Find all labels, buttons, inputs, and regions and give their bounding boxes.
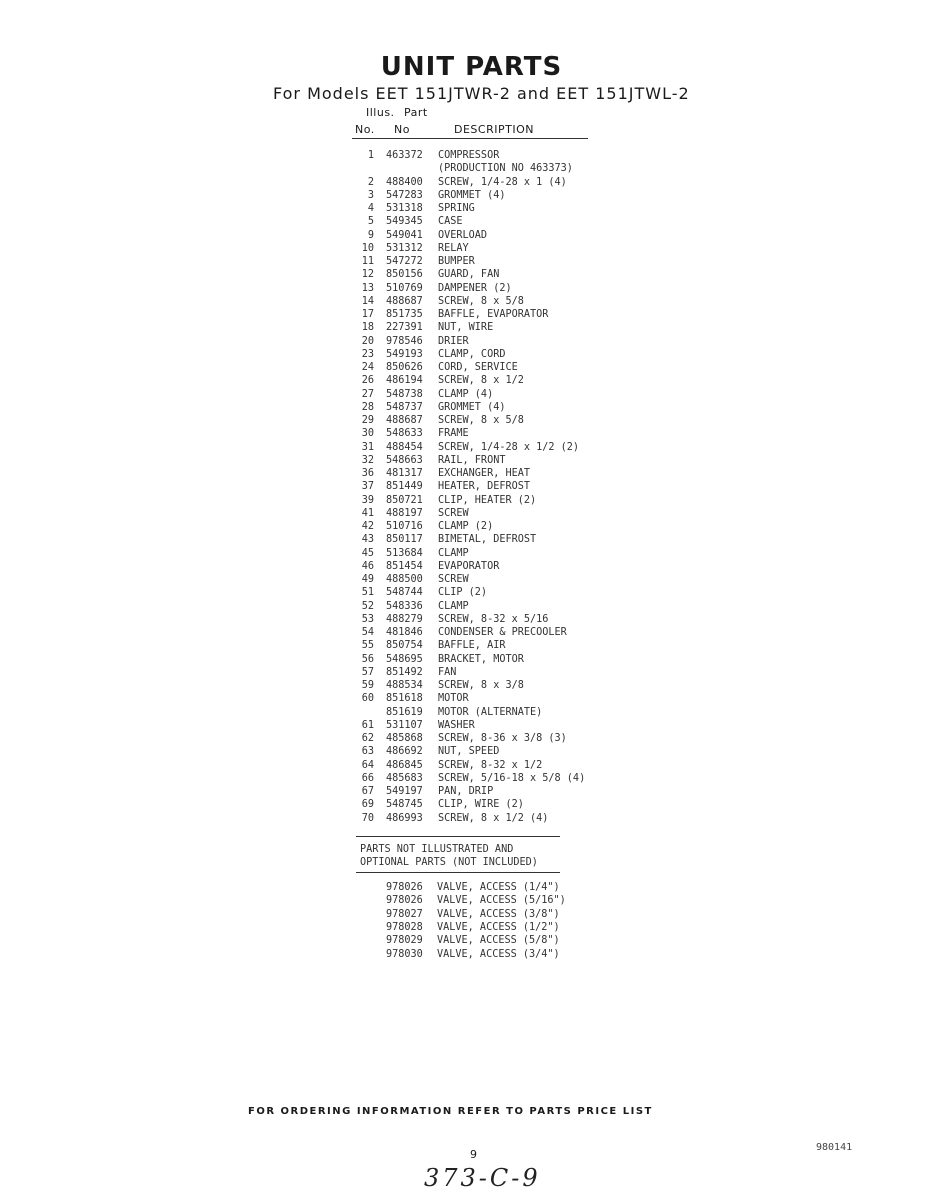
illus-number: 3 [367, 189, 374, 201]
models-subtitle: For Models EET 151JTWR-2 and EET 151JTWL-2 [273, 84, 690, 103]
illus-number: 28 [361, 401, 374, 413]
part-description: VALVE, ACCESS (5/16") [437, 895, 566, 907]
part-number: 531312 [386, 242, 423, 254]
part-number: 851618 [386, 693, 423, 705]
illus-number: 1 [367, 150, 374, 161]
part-description: FRAME [438, 428, 469, 440]
part-number: 851492 [386, 666, 423, 678]
illus-number: 42 [361, 521, 374, 532]
part-number: 481317 [386, 468, 423, 479]
illus-number: 32 [361, 454, 374, 466]
ordering-info-footer: FOR ORDERING INFORMATION REFER TO PARTS PRICE LIST [248, 1106, 653, 1117]
part-description: CLIP (2) [438, 587, 488, 599]
illus-number: 52 [361, 600, 374, 612]
part-description: DRIER [438, 335, 469, 347]
document-code: 980141 [816, 1142, 853, 1153]
part-number: 850156 [386, 269, 423, 281]
illus-number: 43 [361, 534, 374, 546]
part-description: BRACKET, MOTOR [438, 653, 524, 665]
part-number: 850626 [386, 362, 423, 373]
header-illus: Illus. [366, 106, 395, 119]
illus-number: 45 [361, 547, 374, 559]
part-number: 548738 [386, 388, 423, 400]
part-number: 488687 [386, 415, 423, 426]
part-description: SCREW, 8-36 x 3/8 (3) [438, 733, 567, 744]
illus-number: 55 [361, 640, 374, 652]
part-number: 463372 [386, 150, 423, 161]
part-description: CONDENSER & PRECOOLER [438, 627, 567, 638]
illus-number: 5 [367, 216, 374, 228]
part-description: SCREW, 8 x 5/8 [438, 415, 524, 426]
part-number: 549193 [386, 348, 423, 360]
part-description: CLAMP [438, 600, 469, 612]
illus-number: 13 [361, 282, 374, 294]
illus-number: 12 [361, 269, 374, 281]
illus-number: 31 [361, 441, 374, 453]
part-description: GROMMET (4) [438, 189, 506, 201]
part-description: GUARD, FAN [438, 269, 500, 281]
part-number: 549041 [386, 229, 423, 241]
part-number: 850721 [386, 494, 423, 506]
illus-number: 24 [361, 362, 374, 373]
part-description: WASHER [438, 719, 475, 731]
part-description: SCREW, 8-32 x 5/16 [438, 613, 549, 625]
handwritten-note: 373-C-9 [424, 1164, 541, 1192]
part-number: 548633 [386, 428, 423, 440]
illus-number: 69 [361, 799, 374, 811]
part-description: SCREW, 8 x 1/2 (4) [438, 812, 549, 824]
part-description: DAMPENER (2) [438, 282, 512, 294]
part-number: 978028 [386, 921, 423, 933]
illus-number: 2 [367, 176, 374, 188]
part-description: CLIP, HEATER (2) [438, 494, 537, 506]
part-description: SCREW, 8-32 x 1/2 [438, 759, 543, 771]
illus-number: 11 [361, 256, 374, 267]
part-description: SCREW [438, 507, 469, 519]
part-description: SCREW, 5/16-18 x 5/8 (4) [438, 772, 586, 784]
part-description: SCREW, 8 x 1/2 [438, 375, 524, 387]
illus-number: 56 [361, 653, 374, 665]
not-illustrated-rule [356, 872, 560, 873]
illus-number: 67 [361, 786, 374, 797]
part-description: VALVE, ACCESS (3/8") [437, 908, 560, 920]
part-number: 488534 [386, 680, 423, 691]
part-number: 488279 [386, 613, 423, 625]
illus-number: 23 [361, 348, 374, 360]
part-number: 978026 [386, 882, 423, 893]
part-number: 488197 [386, 507, 423, 519]
part-number: 978029 [386, 935, 423, 947]
not-illustrated-line1: PARTS NOT ILLUSTRATED AND [360, 844, 514, 855]
part-description: EXCHANGER, HEAT [438, 468, 531, 479]
part-description: BAFFLE, EVAPORATOR [438, 309, 549, 320]
part-number: 513684 [386, 547, 423, 559]
part-description: PAN, DRIP [438, 786, 494, 797]
part-description: CLAMP (2) [438, 521, 494, 532]
part-description: SCREW, 8 x 5/8 [438, 295, 524, 307]
illus-number: 66 [361, 772, 374, 784]
not-illustrated-line2: OPTIONAL PARTS (NOT INCLUDED) [360, 857, 538, 868]
part-number: 548336 [386, 600, 423, 612]
part-description: SPRING [438, 203, 475, 214]
part-description: BIMETAL, DEFROST [438, 534, 537, 546]
part-description: CLAMP [438, 547, 469, 559]
part-description: RAIL, FRONT [438, 454, 506, 466]
part-number: 851454 [386, 560, 423, 572]
part-number: 851449 [386, 481, 423, 493]
part-number: 547283 [386, 189, 423, 201]
illus-number: 62 [361, 733, 374, 744]
illus-number: 36 [361, 468, 374, 479]
part-number: 548663 [386, 454, 423, 466]
illus-number: 17 [361, 309, 374, 320]
part-description: NUT, WIRE [438, 322, 494, 334]
illus-number: 53 [361, 613, 374, 625]
part-number: 488400 [386, 176, 423, 188]
illus-number: 20 [361, 335, 374, 347]
part-description: VALVE, ACCESS (1/2") [437, 921, 560, 933]
part-number: 510716 [386, 521, 423, 532]
part-description: RELAY [438, 242, 469, 254]
illus-number: 60 [361, 693, 374, 705]
part-number: 488500 [386, 574, 423, 585]
part-number: 481846 [386, 627, 423, 638]
illus-number: 57 [361, 666, 374, 678]
part-number: 978546 [386, 335, 423, 347]
part-number: 510769 [386, 282, 423, 294]
part-number: 548737 [386, 401, 423, 413]
part-description: MOTOR (ALTERNATE) [438, 706, 543, 718]
illus-number: 29 [361, 415, 374, 426]
illus-number: 51 [361, 587, 374, 599]
part-description: CORD, SERVICE [438, 362, 518, 373]
illus-number: 4 [367, 203, 374, 214]
page-title: UNIT PARTS [380, 52, 563, 82]
header-no-illus: No. [355, 123, 375, 136]
part-description: CLIP, WIRE (2) [438, 799, 524, 811]
part-number: 850754 [386, 640, 423, 652]
part-number: 851735 [386, 309, 423, 320]
illus-number: 9 [367, 229, 374, 241]
part-number: 548695 [386, 653, 423, 665]
part-number: 485683 [386, 772, 423, 784]
illus-number: 61 [361, 719, 374, 731]
illus-number: 10 [361, 242, 374, 254]
part-number: 548744 [386, 587, 423, 599]
illus-number: 63 [361, 746, 374, 758]
part-description: VALVE, ACCESS (5/8") [437, 935, 560, 947]
part-description: NUT, SPEED [438, 746, 500, 758]
part-number: 978027 [386, 908, 423, 920]
part-description: CLAMP (4) [438, 388, 494, 400]
part-description: GROMMET (4) [438, 401, 506, 413]
part-description: OVERLOAD [438, 229, 488, 241]
part-number: 488454 [386, 441, 423, 453]
part-number: 851619 [386, 706, 423, 718]
illus-number: 39 [361, 494, 374, 506]
part-description: CLAMP, CORD [438, 348, 506, 360]
part-description: VALVE, ACCESS (3/4") [437, 948, 560, 960]
illus-number: 46 [361, 560, 374, 572]
illus-number: 27 [361, 388, 374, 400]
part-number: 486993 [386, 812, 423, 824]
illus-number: 49 [361, 574, 374, 585]
illus-number: 54 [361, 627, 374, 638]
part-number: 549345 [386, 216, 423, 228]
illus-number: 59 [361, 680, 374, 691]
part-description: COMPRESSOR [438, 150, 500, 161]
header-part: Part [404, 106, 428, 119]
page-number: 9 [470, 1148, 477, 1161]
part-description: SCREW, 1/4-28 x 1 (4) [438, 176, 567, 188]
illus-number: 37 [361, 481, 374, 493]
header-description: DESCRIPTION [454, 123, 534, 136]
illus-number: 30 [361, 428, 374, 440]
part-number: 978030 [386, 948, 423, 960]
part-description: (PRODUCTION NO 463373) [438, 163, 573, 175]
header-no-part: No [394, 123, 410, 136]
header-rule [352, 138, 588, 139]
part-description: CASE [438, 216, 463, 228]
part-description: MOTOR [438, 693, 469, 705]
part-number: 488687 [386, 295, 423, 307]
illus-number: 14 [361, 295, 374, 307]
part-number: 850117 [386, 534, 423, 546]
part-number: 485868 [386, 733, 423, 744]
illus-number: 64 [361, 759, 374, 771]
part-number: 486845 [386, 759, 423, 771]
part-number: 547272 [386, 256, 423, 267]
part-description: FAN [438, 666, 457, 678]
illus-number: 70 [361, 812, 374, 824]
part-description: SCREW, 1/4-28 x 1/2 (2) [438, 441, 580, 453]
part-description: BUMPER [438, 256, 475, 267]
part-number: 486692 [386, 746, 423, 758]
part-description: EVAPORATOR [438, 560, 500, 572]
illus-number: 41 [361, 507, 374, 519]
part-number: 978026 [386, 895, 423, 907]
illus-number: 18 [361, 322, 374, 334]
part-description: SCREW, 8 x 3/8 [438, 680, 524, 691]
illus-number: 26 [361, 375, 374, 387]
part-number: 548745 [386, 799, 423, 811]
part-description: HEATER, DEFROST [438, 481, 531, 493]
part-description: BAFFLE, AIR [438, 640, 506, 652]
part-number: 549197 [386, 786, 423, 797]
part-description: SCREW [438, 574, 469, 585]
part-number: 531107 [386, 719, 423, 731]
part-number: 227391 [386, 322, 423, 334]
section-divider [356, 836, 560, 837]
part-number: 486194 [386, 375, 423, 387]
part-description: VALVE, ACCESS (1/4") [437, 882, 560, 893]
part-number: 531318 [386, 203, 423, 214]
